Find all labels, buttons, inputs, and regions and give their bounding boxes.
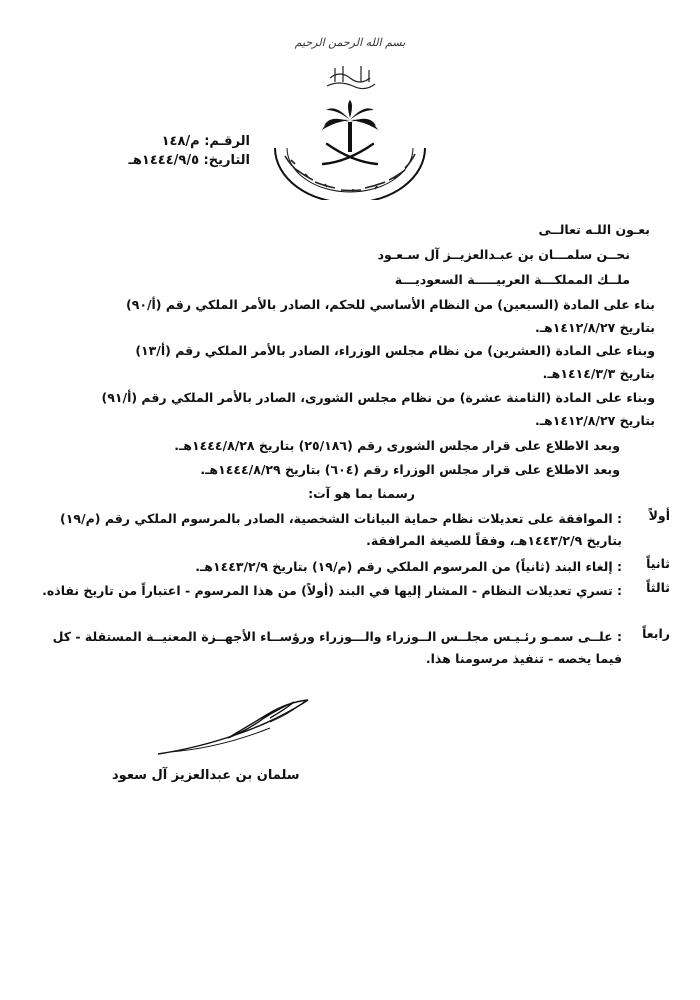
article-text: : تسري تعديلات النظام - المشار إليها في البند (أولاً) من هذا المرسوم - اعتباراً من تاريخ نفاذه.	[42, 583, 622, 598]
preamble-line: بتاريخ ١٤١٢/٨/٢٧هـ.	[535, 413, 655, 428]
article-2	[30, 556, 670, 578]
decree-formula: رسمنا بما هو آت:	[308, 486, 415, 501]
preamble-line: بناء على المادة (السبعين) من النظام الأساسي للحكم، الصادر بالأمر الملكي رقم (أ/٩٠)	[125, 297, 655, 312]
king-name: نحــن سلمـــان بن عبـدالعزيــز آل سـعـود	[377, 247, 630, 262]
article-4	[30, 626, 670, 670]
article-text: : علــى سمـو رئـيـس مجلــس الــوزراء والـــوزراء ورؤســاء الأجهــزة المعنيــة المستقلة - كل فيما يخصه - تنفيذ مرسومنا هذا.	[52, 629, 622, 666]
signatory-name: سلمان بن عبدالعزيز آل سعود	[112, 768, 300, 783]
invocation: بعـون اللـه تعالــى	[538, 222, 650, 237]
article-text: : إلغاء البند (ثانياً) من المرسوم الملكي رقم (م/١٩) بتاريخ ١٤٤٣/٢/٩هـ.	[195, 559, 622, 574]
article-number: رابعاً	[642, 626, 670, 641]
king-title: ملــك المملكـــة العربيـــــة السعوديـــة	[394, 272, 630, 287]
article-number: ثانياً	[646, 556, 670, 571]
article-number: أولاً	[648, 508, 670, 523]
preamble-line: وبعد الاطلاع على قرار مجلس الشورى رقم (٢٥/١٨٦) بتاريخ ١٤٤٤/٨/٢٨هـ.	[174, 438, 620, 453]
preamble-line: وبعد الاطلاع على قرار مجلس الوزراء رقم (٦٠٤) بتاريخ ١٤٤٤/٨/٢٩هـ.	[200, 462, 620, 477]
preamble-line: بتاريخ ١٤١٤/٣/٣هـ.	[542, 366, 655, 381]
preamble-line: وبناء على المادة (الثامنة عشرة) من نظام مجلس الشورى، الصادر بالأمر الملكي رقم (أ/٩١)	[101, 390, 655, 405]
article-3	[30, 580, 670, 602]
reference-block	[120, 134, 250, 172]
article-1	[30, 508, 670, 552]
reference-date: التاريخ: ١٤٤٤/٩/٥هـ	[128, 153, 250, 168]
basmala: بسم الله الرحمن الرحيم	[294, 36, 406, 49]
reference-number: الرقـم: م/١٤٨	[161, 134, 250, 149]
article-text: : الموافقة على تعديلات نظام حماية البيانات الشخصية، الصادر بالمرسوم الملكي رقم (م/١٩) بتاريخ ١٤٤٣/٢/٩هـ، وفقاً للصيغة المرافقة.	[60, 511, 622, 548]
royal-emblem-icon	[265, 60, 435, 200]
preamble-line: وبناء على المادة (العشرين) من نظام مجلس الوزراء، الصادر بالأمر الملكي رقم (أ/١٣)	[135, 343, 655, 358]
preamble-line: بتاريخ ١٤١٢/٨/٢٧هـ.	[535, 320, 655, 335]
article-number: ثالثاً	[646, 580, 670, 595]
handwritten-signature	[150, 692, 320, 762]
